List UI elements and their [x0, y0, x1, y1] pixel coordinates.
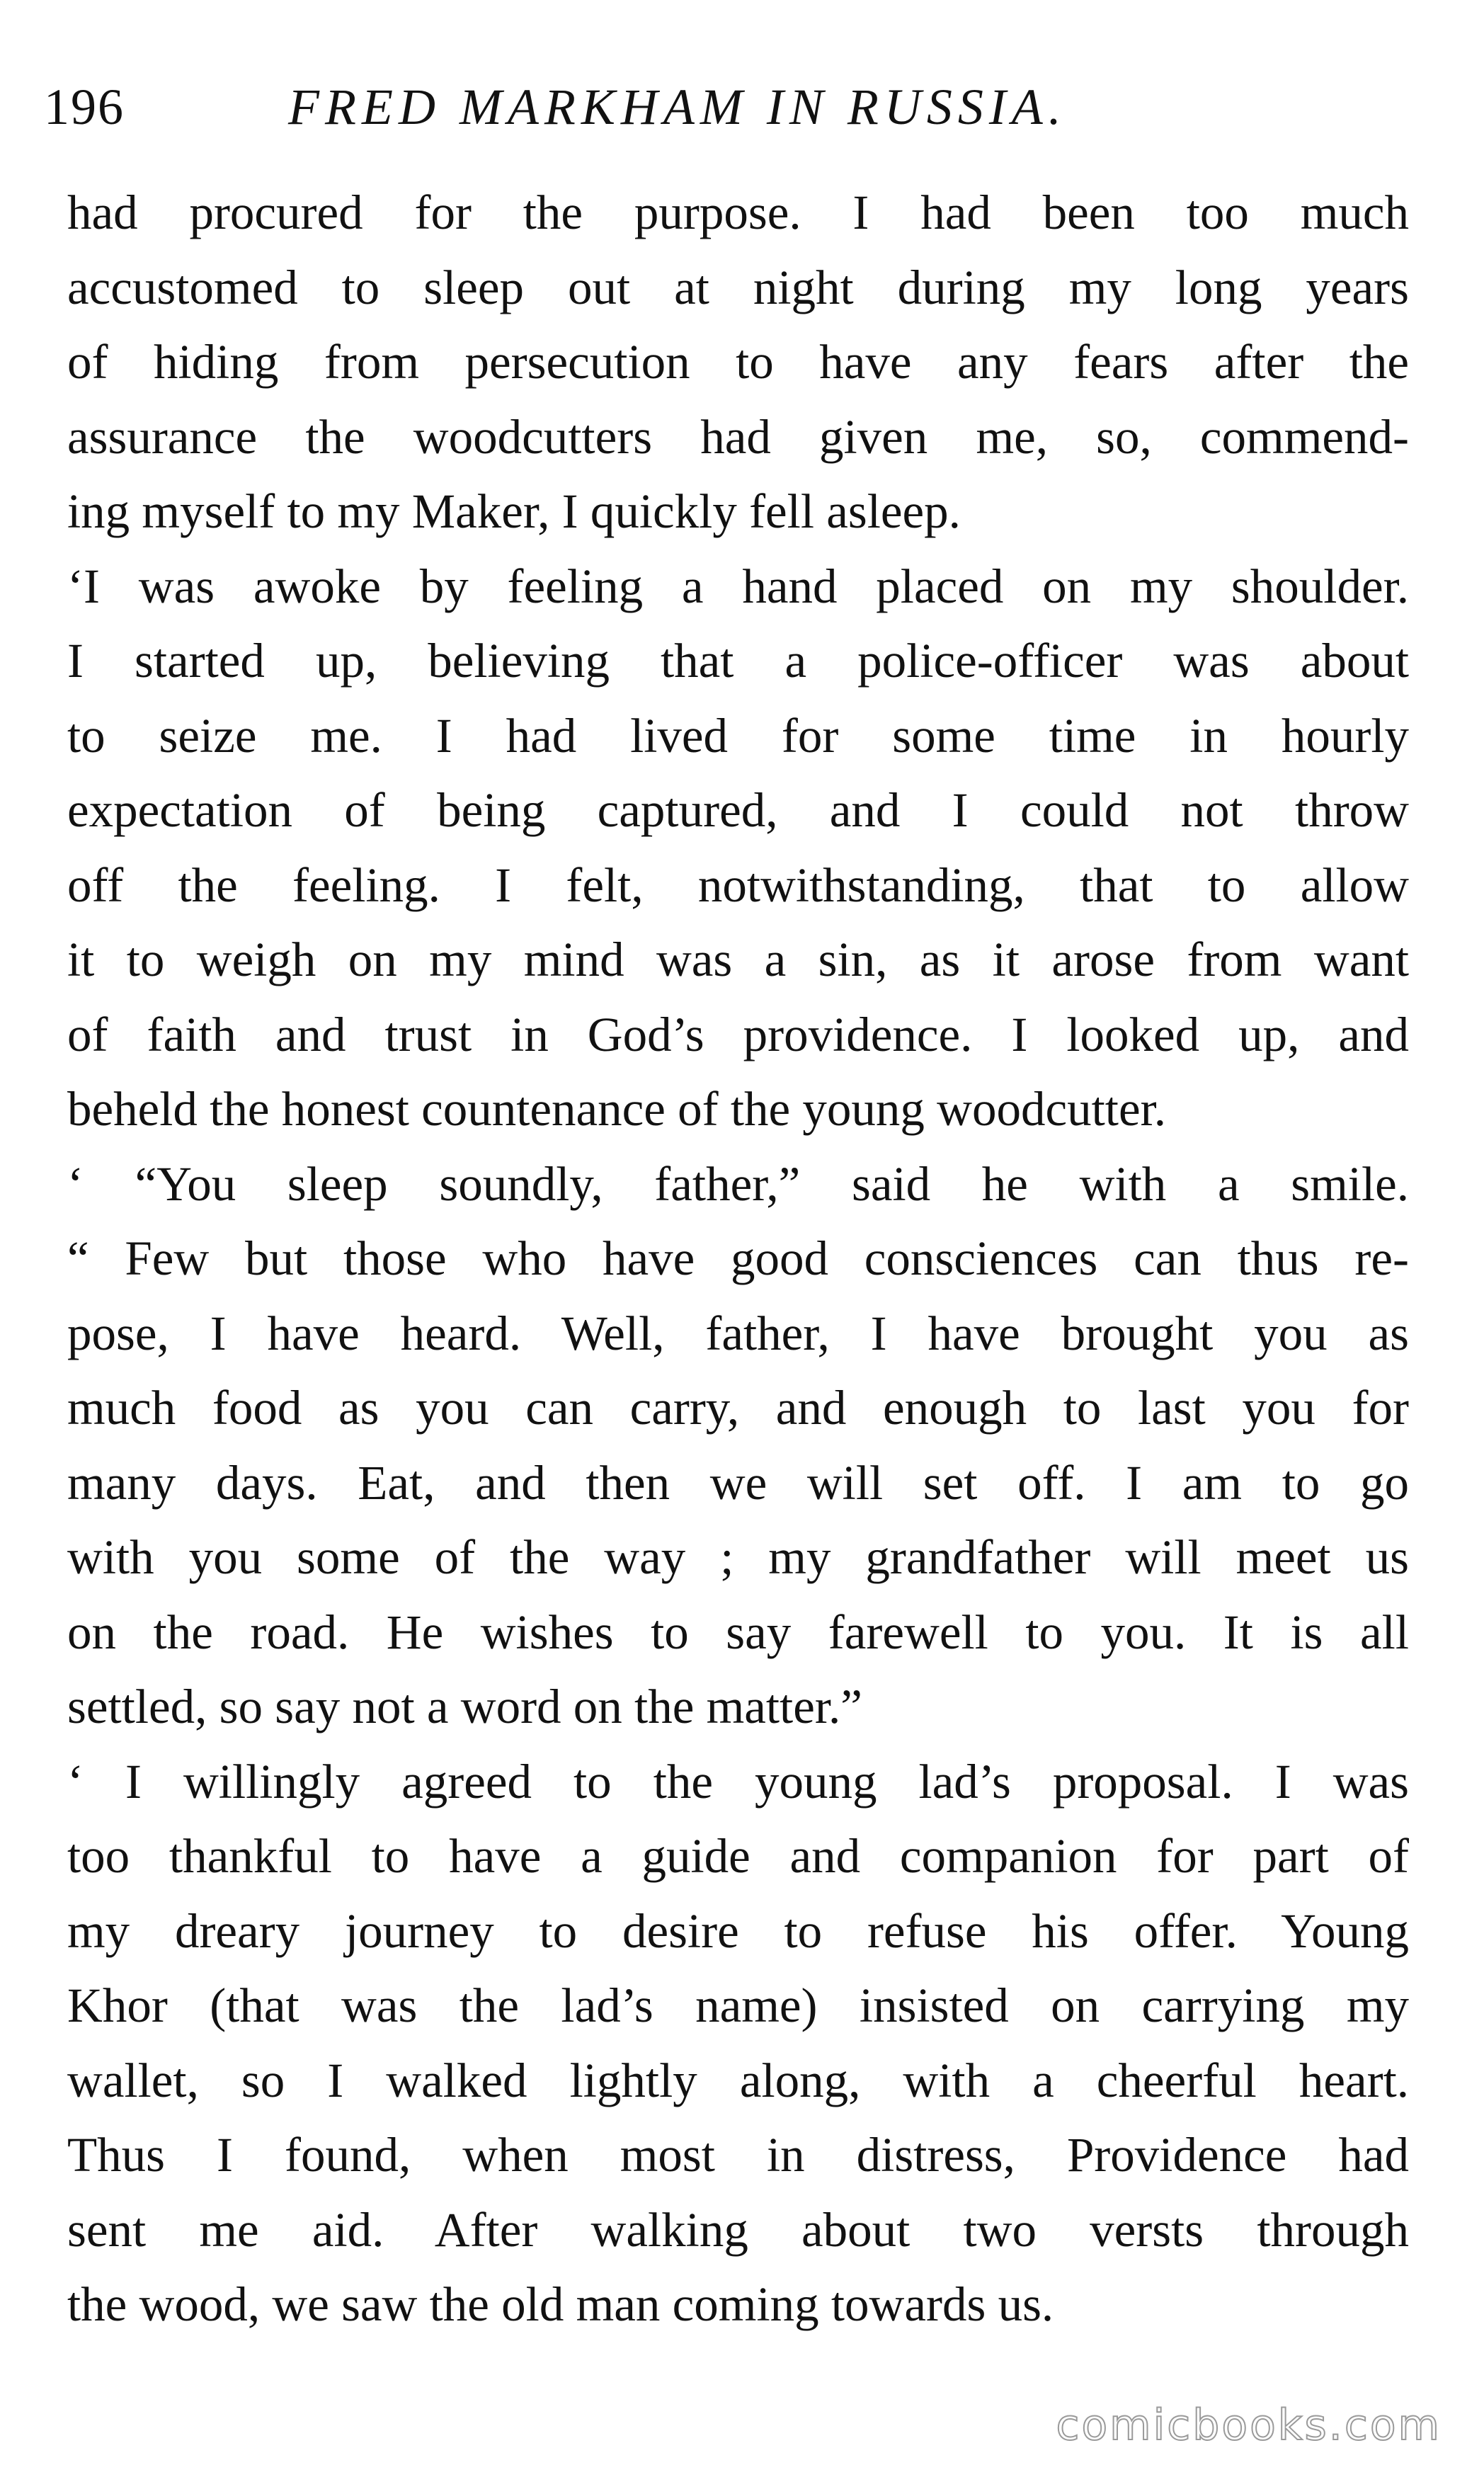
body-text: [67, 176, 1409, 2342]
text-line: off the feeling. I felt, notwithstanding, that to allow: [67, 858, 1409, 912]
running-title: FRED MARKHAM IN RUSSIA.: [288, 79, 1067, 135]
text-line: expectation of being captured, and I could not throw: [67, 783, 1409, 837]
text-line: ‘ I willingly agreed to the young lad’s proposal. I was: [67, 1754, 1409, 1809]
text-line: I started up, believing that a police-officer was about: [67, 634, 1409, 688]
text-line: Khor (that was the lad’s name) insisted on carrying my: [67, 1978, 1409, 2032]
text-line: assurance the woodcutters had given me, so, commend-: [67, 409, 1409, 464]
text-line: the wood, we saw the old man coming towards us.: [67, 2277, 1054, 2331]
text-line: ‘ “You sleep soundly, father,” said he with a smile.: [67, 1156, 1409, 1211]
text-line: Thus I found, when most in distress, Providence had: [67, 2128, 1409, 2182]
text-line: “ Few but those who have good consciences can thus re-: [67, 1231, 1409, 1285]
text-line: my dreary journey to desire to refuse his offer. Young: [67, 1903, 1409, 1958]
watermark: comicbooks.com: [1056, 2401, 1442, 2450]
text-line: of faith and trust in God’s providence. I looked up, and: [67, 1007, 1409, 1061]
text-line: beheld the honest countenance of the young woodcutter.: [67, 1082, 1167, 1136]
text-line: pose, I have heard. Well, father, I have brought you as: [67, 1306, 1409, 1360]
text-line: to seize me. I had lived for some time in hourly: [67, 708, 1409, 763]
text-line: ing myself to my Maker, I quickly fell asleep.: [67, 484, 961, 538]
text-line: had procured for the purpose. I had been too much: [67, 186, 1409, 239]
text-line: too thankful to have a guide and companion for part of: [67, 1829, 1409, 1883]
page-header: [44, 68, 1248, 146]
text-line: accustomed to sleep out at night during my long years: [67, 260, 1409, 314]
text-line: much food as you can carry, and enough to last you for: [67, 1381, 1409, 1435]
text-line: sent me aid. After walking about two versts through: [67, 2202, 1409, 2257]
text-line: with you some of the way ; my grandfather will meet us: [67, 1530, 1409, 1584]
page-number: 196: [44, 79, 125, 135]
text-line: on the road. He wishes to say farewell to you. It is all: [67, 1605, 1409, 1659]
text-line: of hiding from persecution to have any fears after the: [67, 335, 1409, 389]
text-line: settled, so say not a word on the matter.”: [67, 1680, 862, 1733]
text-line: many days. Eat, and then we will set off. I am to go: [67, 1455, 1409, 1510]
text-line: ‘I was awoke by feeling a hand placed on my shoulder.: [67, 559, 1409, 613]
text-line: it to weigh on my mind was a sin, as it arose from want: [67, 933, 1409, 986]
text-line: wallet, so I walked lightly along, with a cheerful heart.: [67, 2053, 1409, 2107]
